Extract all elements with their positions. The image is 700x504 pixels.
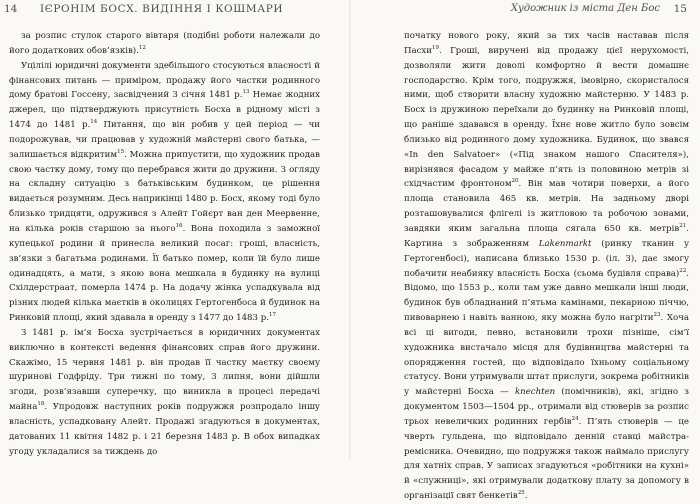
footnote-marker: 15 (117, 148, 125, 155)
paragraph (9, 59, 320, 326)
footnote-marker: 16 (175, 223, 183, 230)
paragraph (9, 326, 320, 460)
footnote-marker: 23 (653, 312, 661, 319)
text-run: Lakenmarkt (538, 238, 592, 249)
footnote-marker: 22 (679, 267, 687, 274)
text-run: . П’ять стюверів — це чверть гульдена, що відповідало денній ставці майстра-ремісника. Очевидно, що подружжя також наймало прислугу для хатніх справ. У записах згадуються «робітники на кухні» й «служниці», які отримували додаткову плату за допомогу в організації свят бенкетів (404, 416, 689, 502)
footnote-marker: 25 (517, 490, 525, 497)
footnote-marker: 14 (90, 119, 98, 126)
text-run: . Хоча всі ці вигоди, певно, встановили трохи пізніше, сім’ї художника вистачало місця для будівництва майстерні та опорядження гостей, що відповідало їхньому соціальному статусу. Вони утримували штат прислуги, зокрема робітників у майстерні Босха — (404, 313, 689, 398)
footnote-marker: 20 (511, 178, 519, 185)
paragraph (404, 29, 689, 504)
text-run: початку нового року, який за тих часів наставав після Пасхи (404, 31, 689, 56)
footnote-marker: 18 (37, 401, 45, 408)
text-run: за розпис стулок старого вівтаря (подібні роботи належали до його додаткових обов’язків). (9, 31, 320, 56)
text-run: Немає жодних джерел, що підтверджують присутність Босха в рідному місті з 1474 до 1481 р. (9, 90, 320, 131)
right-text-column (404, 29, 689, 504)
footnote-marker: 12 (138, 44, 146, 51)
left-text-column (9, 29, 320, 459)
paragraph (9, 29, 320, 59)
text-run: . Картина з зображенням (404, 223, 689, 249)
text-run: . Вона походила з заможної купецької родини й принесла великий посаг: гроші, власність, зв’язки з багатьма родинами. Її батько помер, коли їй було лише одинадцять, а мати, з якою вона мешкала в будинку на вулиці Схілдерстраат, померла 1474 р. На додачу жінка успадкувала від різних людей кілька маєтків в околицях Гертогенбоса й будинок на Ринковій площі, який здавала в оренду з 1477 до 1483 р. (9, 223, 320, 324)
text-run: . Гроші, виручені від продажу цієї нерухомості, дозволяли жити доволі комфортно й вести домашнє господарство. Крім того, подружжя, імовірно, скористалося ними, щоб створити власну художню майстерню. У 1483 р. Босх із дружиною переїхали до будинку на Ринковій площі, що раніше здавався в оренду. Їхнє нове житло було зовсім близько від родинного дому художника. Будинок, що звався «In den Salvatoer» («Під знаком нашого Спасителя»), вирізнявся фасадом у майже п’ять із половиною метрів зі східчастим фронтоном (404, 45, 689, 190)
text-run: (ринку тканин у Гертогенбосі), написана близько 1530 р. (іл. 3), дає змогу побачити неабияку власність Босха (сьома будівля справа) (404, 238, 689, 279)
text-run: . Упродовж наступних років подружжя розпродало іншу власність, успадковану Алейт. Продажі згадуються в документах, датованих 11 квітня 1482 р. і 21 березня 1483 р. В обох випадках угоду укладалися за тиждень до (9, 402, 320, 457)
text-run: (помічників), які, згідно з документом 1503—1504 рр., отримали від стюверів за розпис трьох невеличких родинних гербів (404, 387, 689, 427)
footnote-marker: 17 (268, 312, 276, 319)
right-running-title: Художник із міста Ден Бос (510, 3, 660, 14)
left-page-number: 14 (4, 3, 18, 15)
text-run: Питання, що він робив у цей період — чи подорожував, чи працював у художній майстерні свого батька, — залишається відкритим (9, 120, 320, 160)
text-run: . Відомо, що 1553 р., коли там уже давно мешкали інші люди, будинок був обладнаний п’ятьма камінами, пекарною піччю, пивоварнею і навіть ванною, яку можна було нагріти (404, 268, 689, 324)
footnote-marker: 13 (242, 89, 250, 96)
footnote-marker: 24 (571, 416, 579, 423)
text-run: Уцілілі юридичні документи здебільшого стосуються власності й фінансових питань — приміром, продажу його частки родинного дому братові Госсену, засвідчений 3 січня 1481 р. (9, 60, 320, 101)
text-run: З 1481 р. ім’я Босха зустрічається в юридичних документах виключно в контексті ведення фінансових справ його дружини. Скажімо, 15 червня 1481 р. він продав її частку маєтку своєму шуринові Годфріду. Три тижні по тому, 3 липня, вони дійшли згоди, розв’язавши суперечку, що виникла в процесі передачі майна (9, 327, 320, 413)
right-page (350, 0, 700, 502)
text-run: knechten (514, 387, 556, 398)
footnote-marker: 21 (679, 223, 687, 230)
left-running-title: ІЄРОНІМ БОСХ. ВИДІННЯ І КОШМАРИ (40, 3, 284, 15)
text-run: . Він мав чотири поверхи, а його площа становила 465 кв. метрів. На задньому дворі розташовувалися флігелі із житловою та робочою зонами, завдяки яким загальна площа сягала 650 кв. метрів (404, 179, 689, 234)
text-run: . (524, 491, 528, 502)
footnote-marker: 19 (432, 44, 440, 51)
left-page (0, 0, 350, 459)
right-page-number: 15 (673, 3, 687, 15)
text-run: . Можна припустити, що художник продав свою частку дому, тому що перебрався жити до дружини. З огляду на складну ситуацію з батьківським будинком, це рішення видається розумним. Десь наприкінці 1480 р. Босх, якому тоді було близько тридцяти, одружився з Алейт Гойєрт ван ден Меервенне, на кілька років старшою за нього (9, 149, 320, 234)
